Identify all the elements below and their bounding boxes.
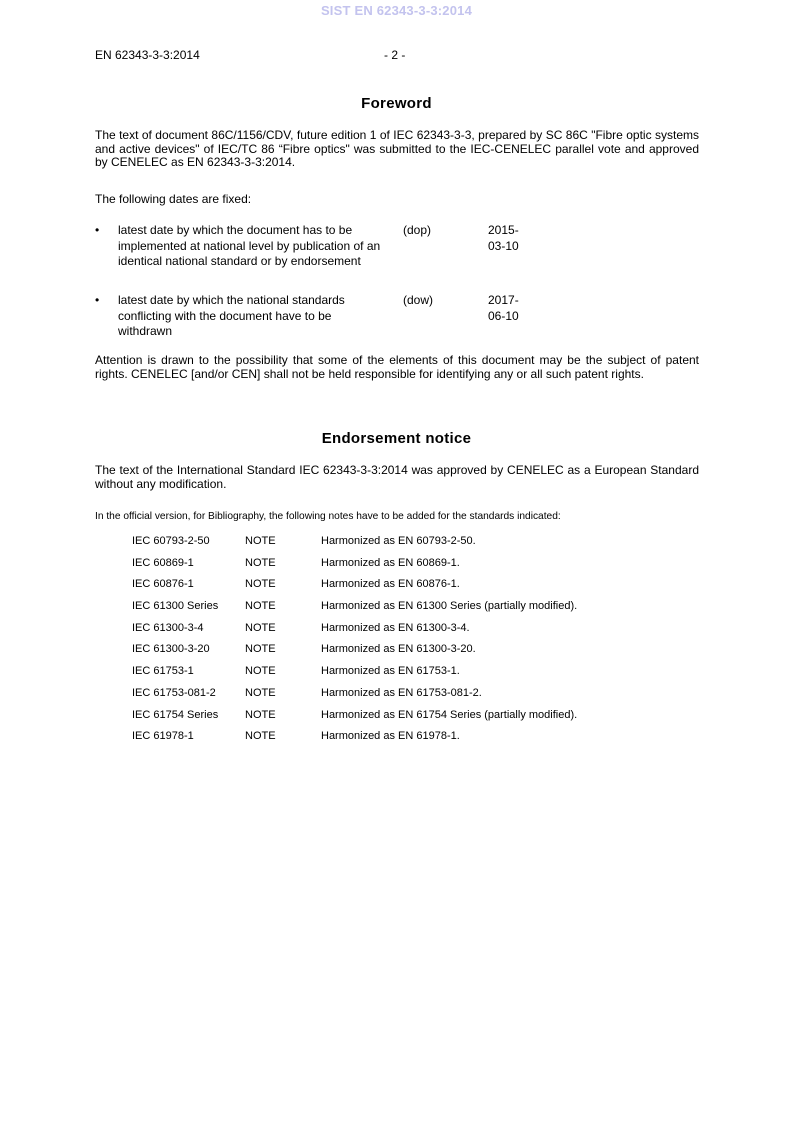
date-item-code: (dow): [403, 293, 434, 307]
note-label: NOTE: [245, 556, 276, 569]
note-text: Harmonized as EN 61753-081-2.: [321, 686, 482, 699]
note-text: Harmonized as EN 60869-1.: [321, 556, 460, 569]
note-standard: IEC 61300-3-20: [132, 643, 210, 656]
date-item-date: 2017-06-10: [488, 293, 519, 323]
note-label: NOTE: [245, 665, 276, 678]
foreword-intro: The text of document 86C/1156/CDV, future edition 1 of IEC 62343-3-3, prepared by SC 86C "Fibre optic systems and active devices" of IEC/TC 86 “Fibre optics" was submitted to the IEC-CENELEC parallel vote and approved by CENELEC as EN 62343-3-3:2014.: [95, 128, 699, 170]
note-standard: IEC 60793-2-50: [132, 535, 210, 547]
note-standard: IEC 61754 Series: [132, 708, 219, 721]
date-item-date: 2015-03-10: [488, 223, 519, 253]
note-text: Harmonized as EN 61300-3-20.: [321, 643, 476, 656]
note-text: Harmonized as EN 61754 Series (partially modified).: [321, 708, 578, 721]
header-page-number: - 2 -: [384, 48, 406, 62]
bullet-marker: •: [95, 293, 100, 307]
note-label: NOTE: [245, 730, 276, 743]
header-doc-id: EN 62343-3-3:2014: [95, 48, 200, 62]
note-label: NOTE: [245, 535, 276, 547]
note-standard: IEC 61753-1: [132, 665, 194, 678]
date-item-text: latest date by which the document has to be implemented at national level by publication of an identical national standard or by endorsement: [118, 223, 381, 268]
note-standard: IEC 61300 Series: [132, 600, 219, 613]
note-text: Harmonized as EN 61300 Series (partially modified).: [321, 600, 578, 613]
note-standard: IEC 60869-1: [132, 556, 194, 569]
foreword-title: Foreword: [361, 95, 432, 112]
note-label: NOTE: [245, 578, 276, 591]
note-label: NOTE: [245, 708, 276, 721]
bullet-marker: •: [95, 223, 100, 237]
endorsement-title: Endorsement notice: [321, 430, 472, 447]
note-standard: IEC 61978-1: [132, 730, 194, 743]
note-text: Harmonized as EN 61300-3-4.: [321, 621, 470, 634]
note-text: Harmonized as EN 61753-1.: [321, 665, 460, 678]
date-item-text: latest date by which the national standards conflicting with the document have to be withdrawn: [118, 293, 345, 338]
note-label: NOTE: [245, 686, 276, 699]
attention-paragraph: Attention is drawn to the possibility that some of the elements of this document may be the subject of patent rights. CENELEC [and/or CEN] shall not be held responsible for identifying any or all such patent rights.: [95, 353, 699, 381]
dates-intro: The following dates are fixed:: [95, 192, 252, 206]
note-label: NOTE: [245, 600, 276, 613]
note-text: Harmonized as EN 60876-1.: [321, 578, 460, 591]
note-text: Harmonized as EN 60793-2-50.: [321, 535, 476, 547]
watermark: SIST EN 62343-3-3:2014: [320, 3, 473, 18]
note-standard: IEC 61300-3-4: [132, 621, 204, 634]
official-version-note: In the official version, for Bibliography, the following notes have to be added for the standards indicated:: [95, 511, 561, 522]
endorsement-text: The text of the International Standard IEC 62343-3-3:2014 was approved by CENELEC as a European Standard without any modification.: [95, 463, 699, 491]
date-item-code: (dop): [403, 223, 432, 237]
note-standard: IEC 61753-081-2: [132, 686, 216, 699]
note-standard: IEC 60876-1: [132, 578, 194, 591]
note-text: Harmonized as EN 61978-1.: [321, 730, 460, 743]
note-label: NOTE: [245, 621, 276, 634]
note-label: NOTE: [245, 643, 276, 656]
